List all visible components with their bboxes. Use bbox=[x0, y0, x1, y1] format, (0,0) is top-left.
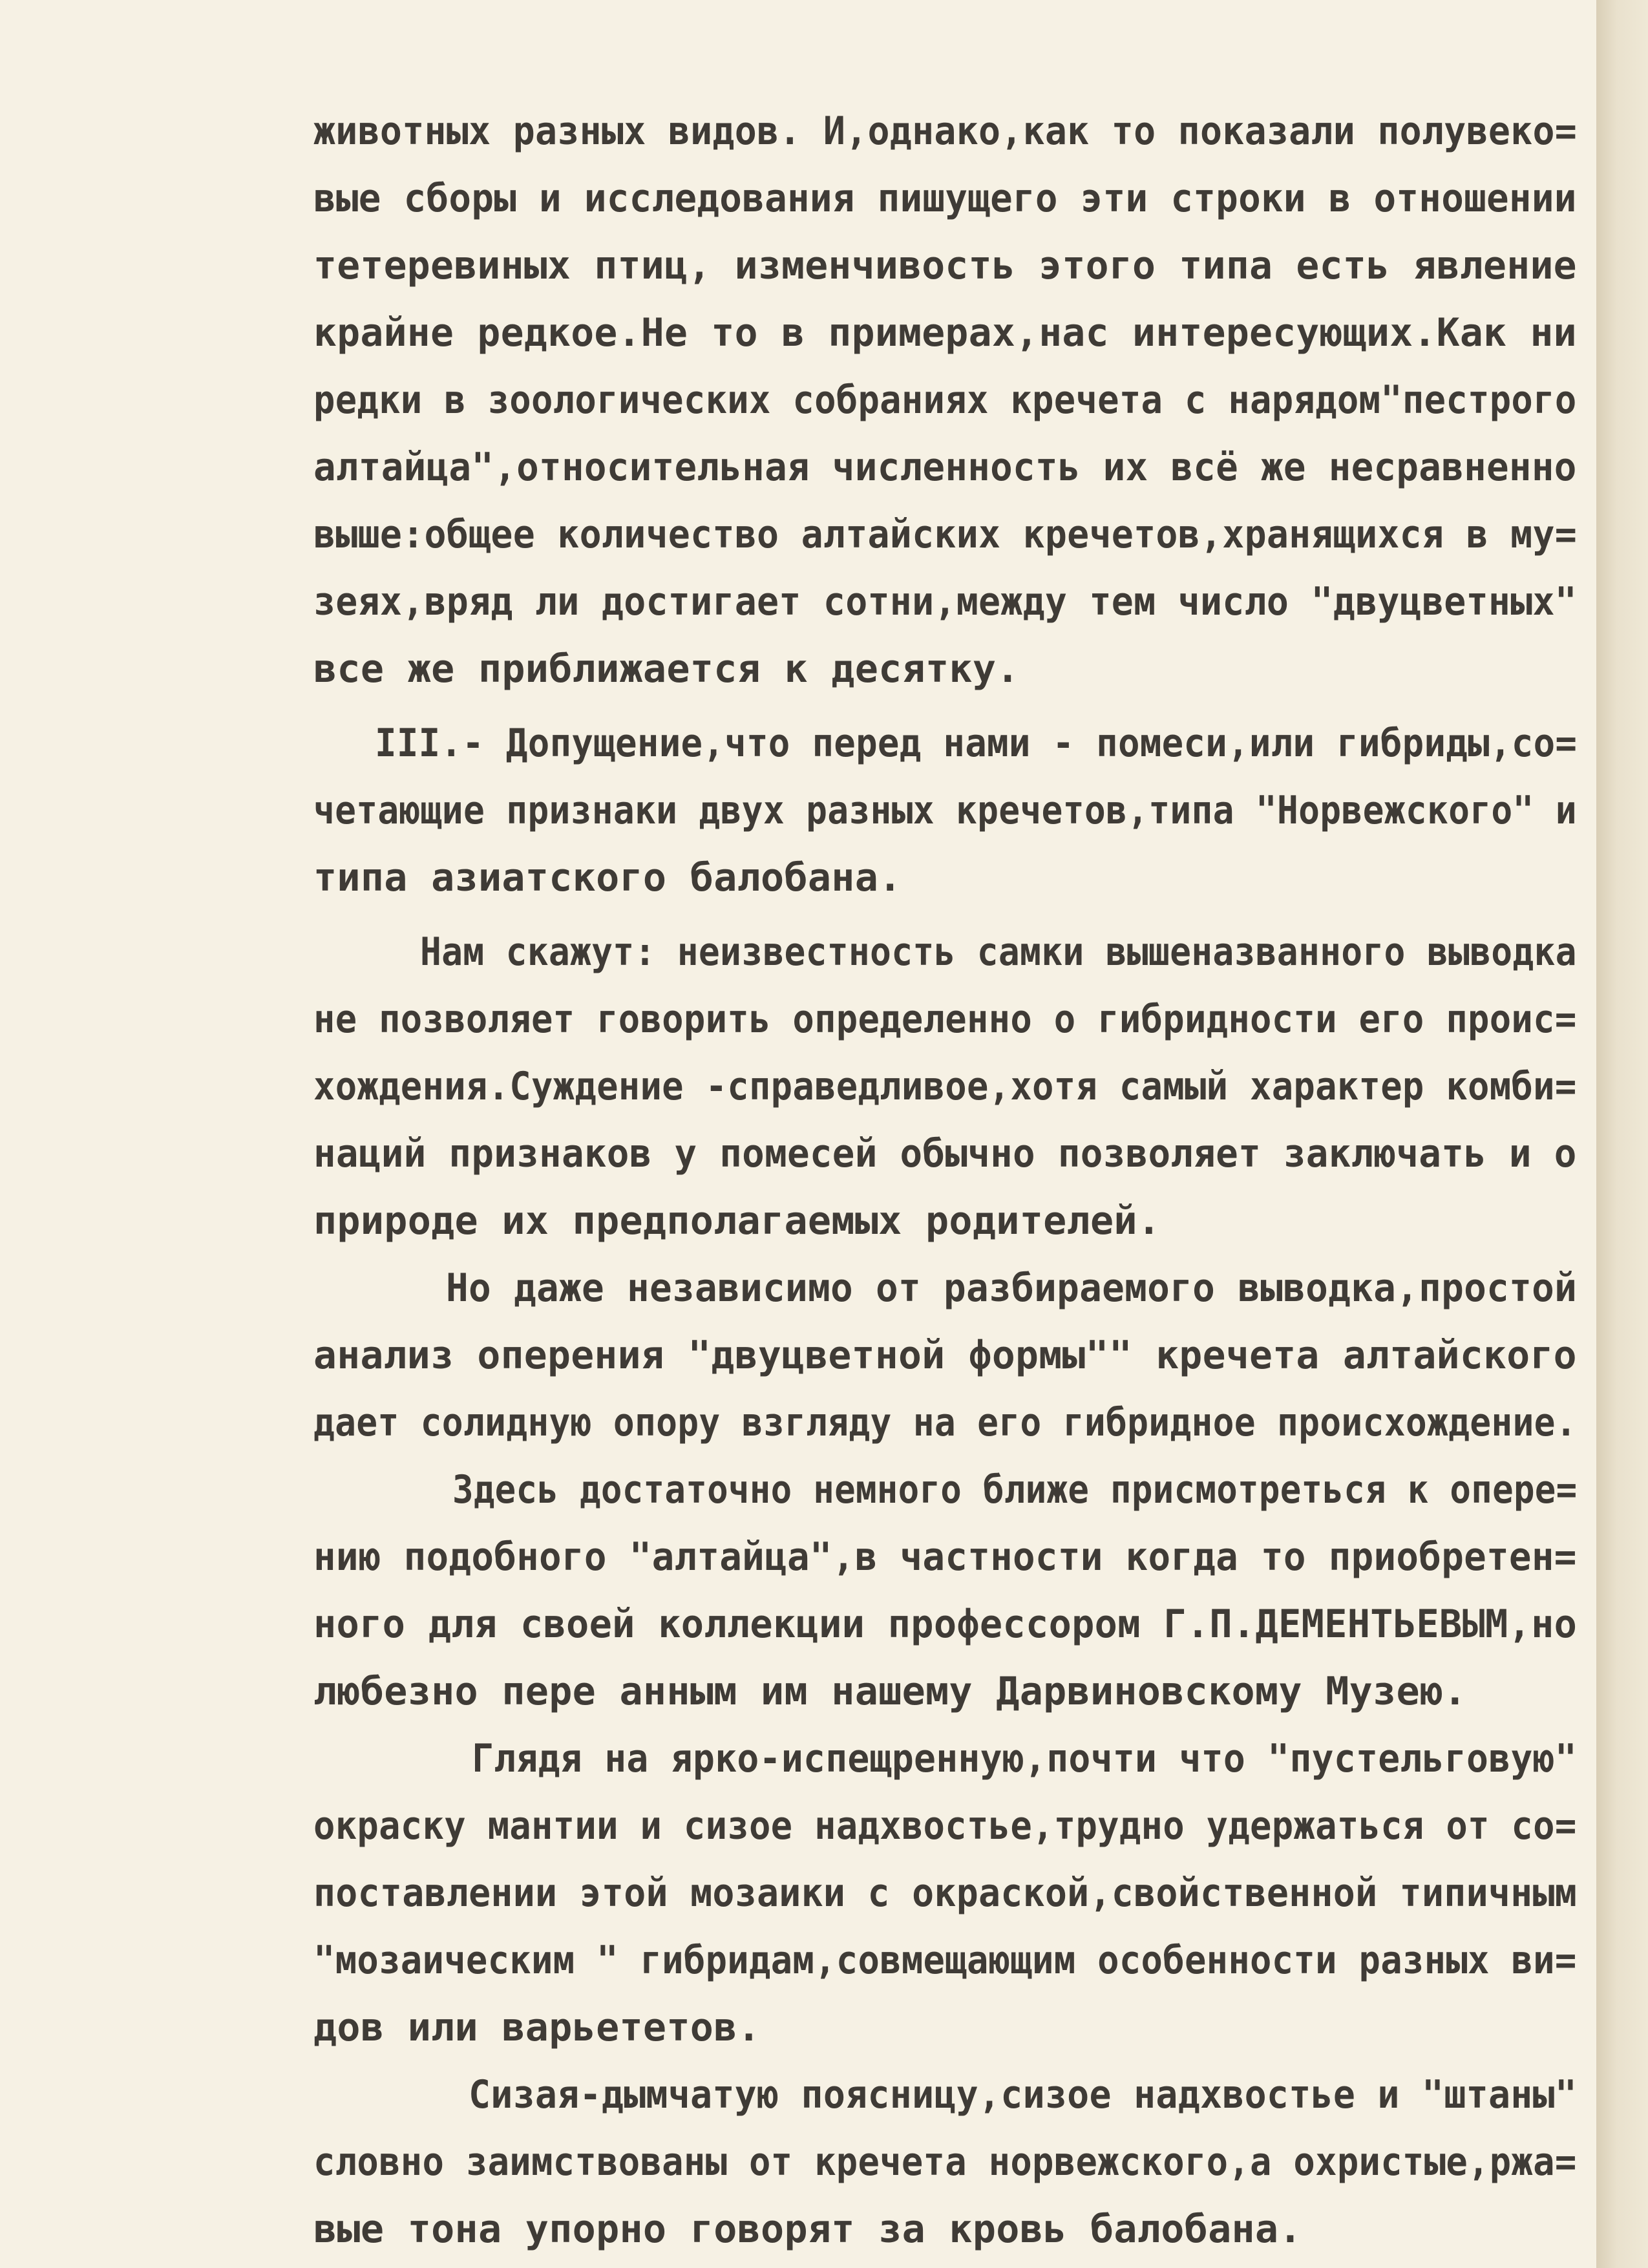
text-line: выше:общее количество алтайских кречетов,хранящихся в му= bbox=[313, 512, 1578, 557]
text-line: дает солидную опору взгляду на его гибридное происхождение. bbox=[313, 1400, 1577, 1445]
text-line: алтайца",относительная численность их всё же несравненно bbox=[313, 445, 1577, 490]
text-line: Здесь достаточно немного ближе присмотреться к опере= bbox=[452, 1467, 1578, 1512]
text-line: окраску мантии и сизое надхвостье,трудно удержаться от со= bbox=[313, 1803, 1577, 1849]
text-line: вые тона упорно говорят за кровь балобана. bbox=[313, 2207, 1302, 2252]
text-line: Глядя на ярко-испещренную,почти что "пустельговую" bbox=[472, 1736, 1578, 1781]
text-line: хождения.Суждение -справедливое,хотя самый характер комби= bbox=[313, 1064, 1577, 1109]
text-line: Но даже независимо от разбираемого выводка,простой bbox=[446, 1266, 1578, 1311]
text-line: типа азиатского балобана. bbox=[313, 855, 902, 900]
text-line: не позволяет говорить определенно о гибридности его проис= bbox=[313, 997, 1577, 1042]
text-line: нию подобного "алтайца",в частности когда то приобретен= bbox=[313, 1534, 1577, 1580]
page-edge bbox=[1596, 0, 1648, 2268]
text-line: природе их предполагаемых родителей. bbox=[313, 1198, 1161, 1244]
text-line: животных разных видов. И,однако,как то показали полувеко= bbox=[313, 109, 1578, 154]
text-line: вые сборы и исследования пишущего эти строки в отношении bbox=[313, 176, 1577, 221]
text-line: III.- Допущение,что перед нами - помеси,или гибриды,со= bbox=[375, 721, 1578, 766]
text-line: все же приближается к десятку. bbox=[313, 646, 1020, 692]
text-line: поставлении этой мозаики с окраской,свойственной типичным bbox=[313, 1871, 1578, 1916]
text-line: анализ оперения "двуцветной формы"" кречета алтайского bbox=[313, 1333, 1577, 1378]
text-line: любезно пере анным им нашему Дарвиновскому Музею. bbox=[313, 1669, 1467, 1714]
text-line: тетеревиных птиц, изменчивость этого типа есть явление bbox=[313, 243, 1577, 288]
text-line: наций признаков у помесей обычно позволяет заключать и о bbox=[313, 1131, 1577, 1176]
text-line: крайне редкое.Не то в примерах,нас интересующих.Как ни bbox=[313, 310, 1577, 355]
text-line: дов или варьететов. bbox=[313, 2005, 761, 2050]
text-line: словно заимствованы от кречета норвежского,а охристые,ржа= bbox=[313, 2139, 1577, 2185]
text-line: четающие признаки двух разных кречетов,типа "Норвежского" и bbox=[313, 788, 1577, 833]
text-line: зеях,вряд ли достигает сотни,между тем число "двуцветных" bbox=[313, 579, 1578, 624]
text-line: "мозаическим " гибридам,совмещающим особенности разных ви= bbox=[313, 1938, 1577, 1983]
text-line: ного для своей коллекции профессором Г.П.ДЕМЕНТЬЕВЫМ,но bbox=[313, 1602, 1578, 1647]
text-line: редки в зоологических собраниях кречета с нарядом"пестрого bbox=[313, 377, 1577, 423]
text-line: Нам скажут: неизвестность самки вышеназванного выводка bbox=[420, 929, 1577, 975]
text-line: Сизая-дымчатую поясницу,сизое надхвостье и "штаны" bbox=[469, 2072, 1578, 2117]
